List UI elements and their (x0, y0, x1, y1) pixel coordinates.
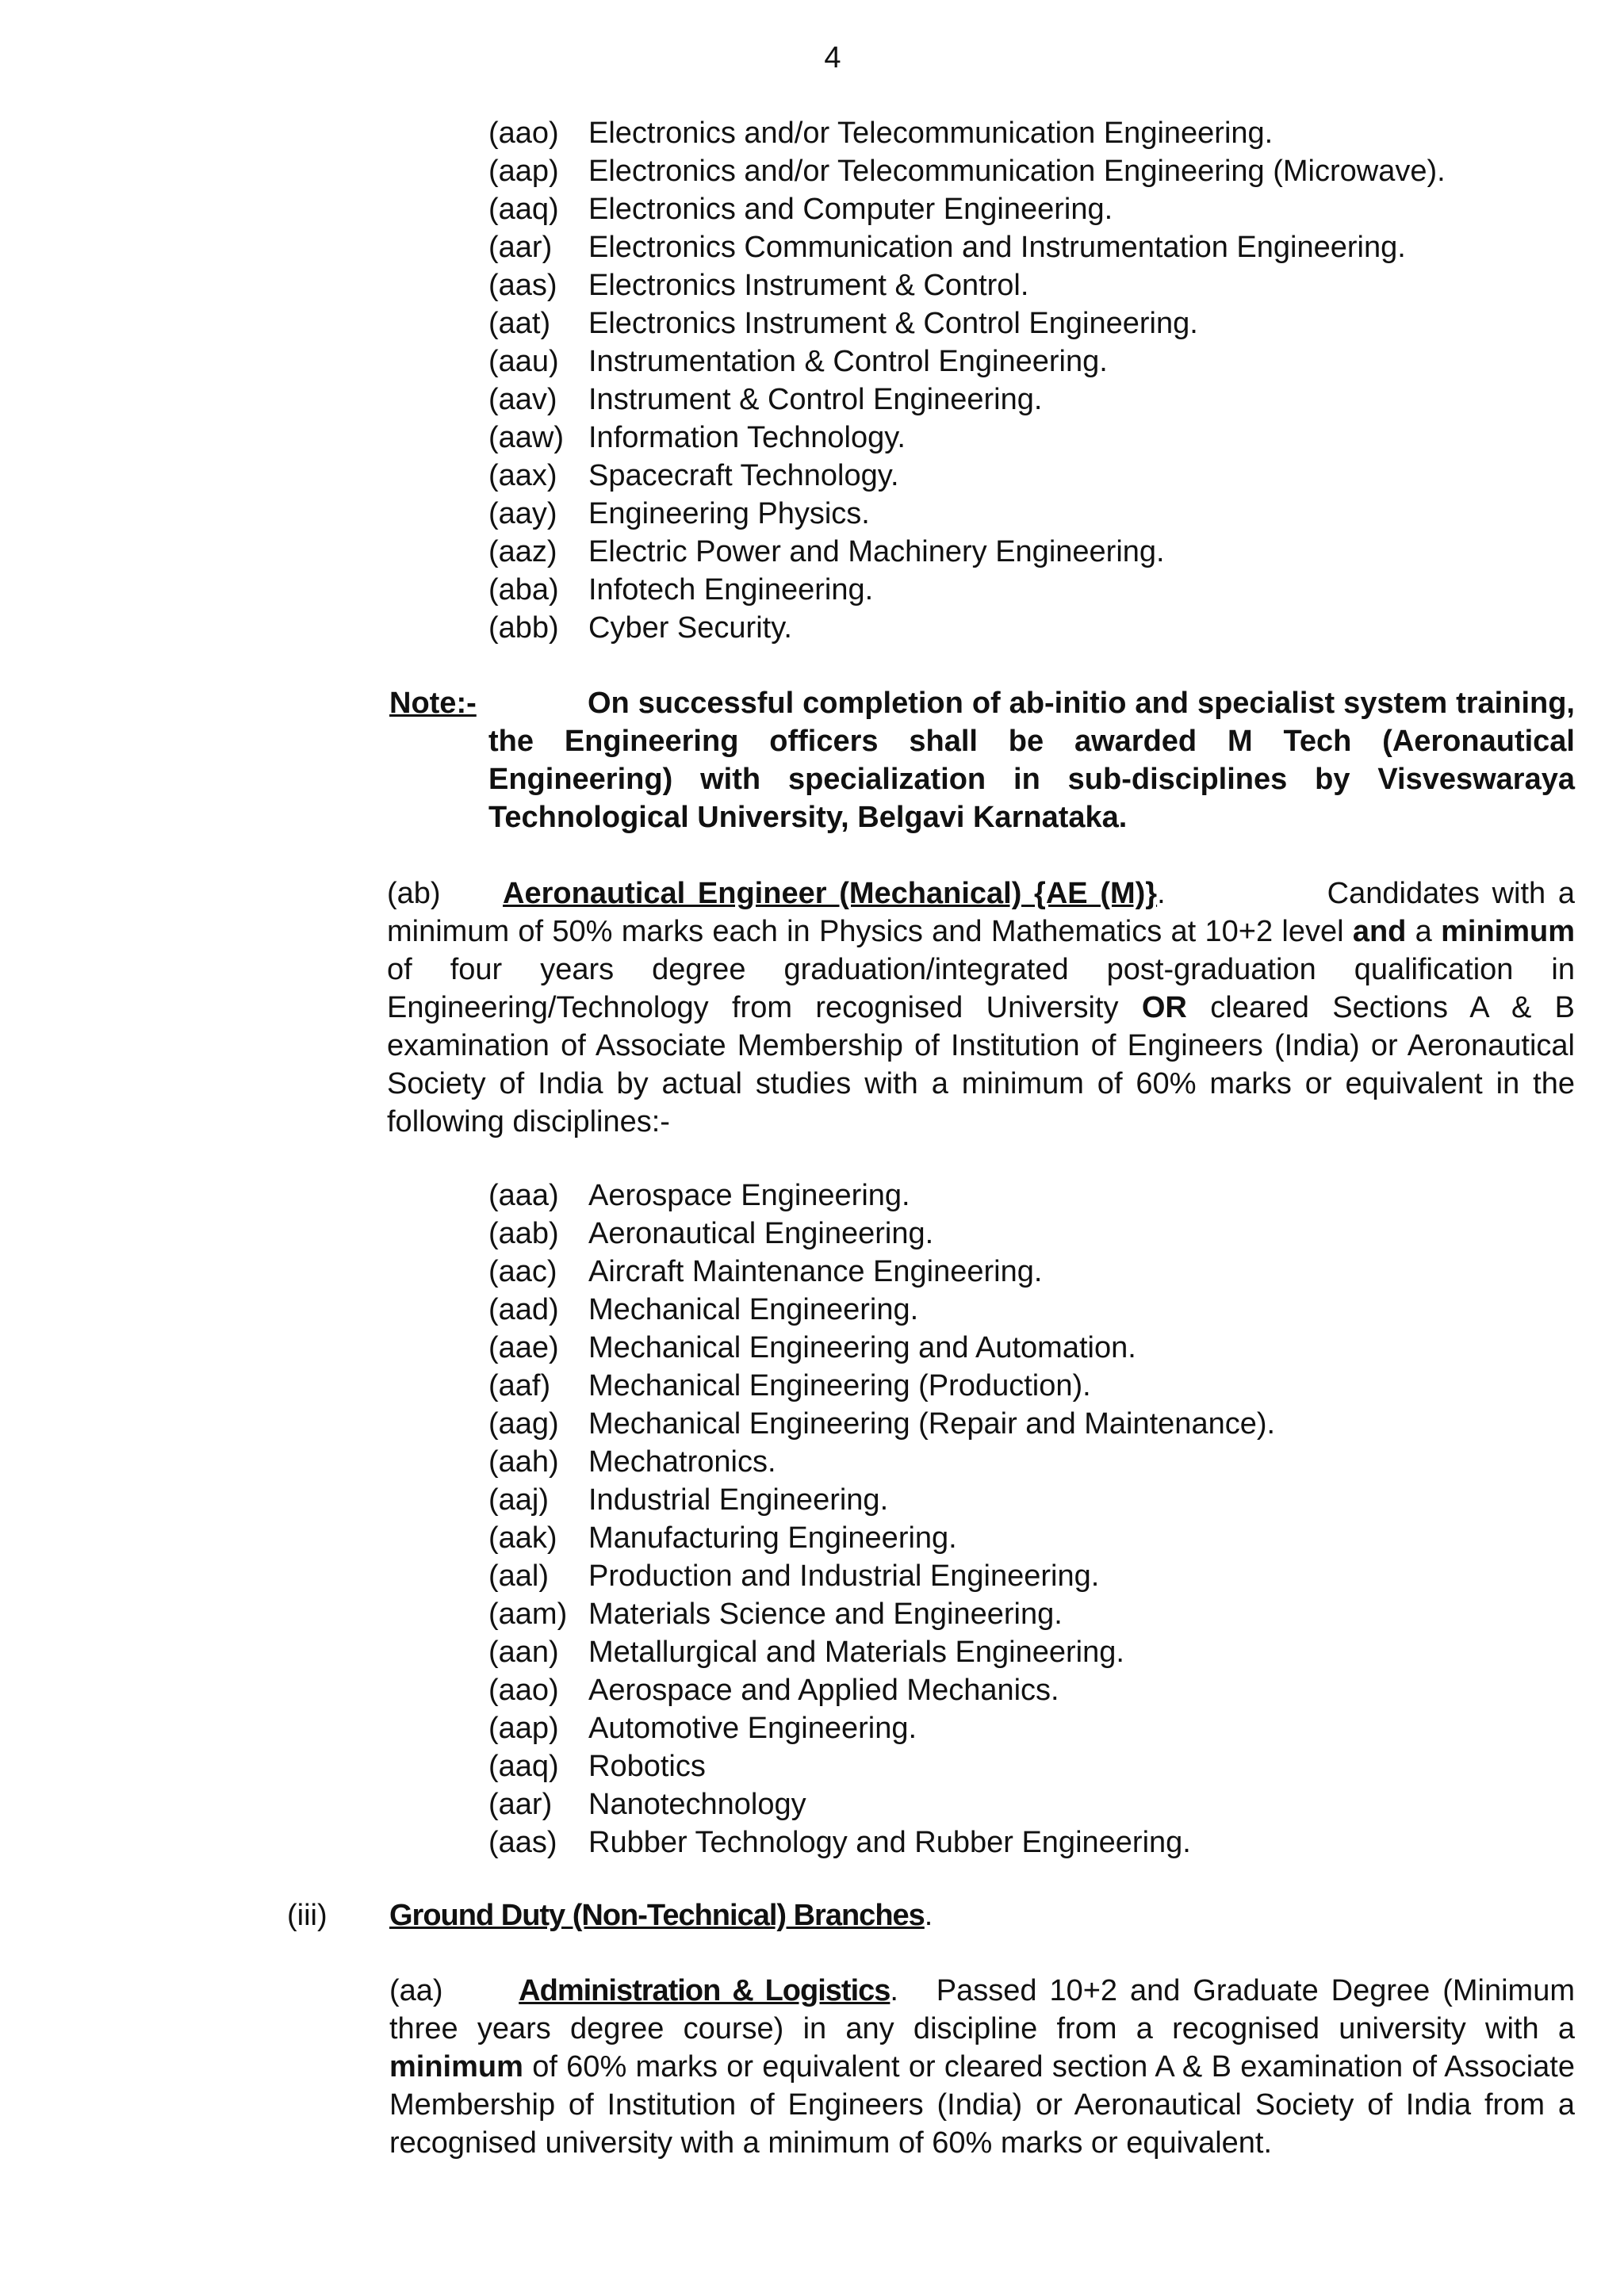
item-text: Cyber Security. (588, 611, 792, 645)
item-label: (aan) (488, 1636, 559, 1669)
item-text: Electric Power and Machinery Engineering. (588, 535, 1165, 568)
item-text: Aircraft Maintenance Engineering. (588, 1255, 1043, 1288)
item-text: Electronics Communication and Instrumentation Engineering. (588, 231, 1406, 264)
section-iii-label: (iii) (287, 1899, 327, 1932)
item-text: Electronics Instrument & Control. (588, 269, 1029, 302)
list-item (488, 228, 1446, 266)
item-label: (aaq) (488, 193, 559, 226)
list-item (488, 190, 1446, 228)
item-text: Manufacturing Engineering. (588, 1521, 957, 1555)
list-item (488, 304, 1446, 342)
list-item (488, 571, 1446, 609)
item-label: (aba) (488, 573, 559, 607)
item-label: (aaj) (488, 1483, 550, 1517)
list-item (488, 533, 1446, 571)
item-label: (aaf) (488, 1369, 551, 1402)
item-label: (aao) (488, 1674, 559, 1707)
list-item (488, 457, 1446, 495)
list-item (488, 1253, 1275, 1291)
item-text: Information Technology. (588, 421, 906, 454)
list-item (488, 1519, 1275, 1557)
section-title: Aeronautical Engineer (Mechanical) {AE (M)} (503, 877, 1158, 910)
item-label: (aad) (488, 1293, 559, 1326)
list-item (488, 152, 1446, 190)
item-text: Electronics and/or Telecommunication Engineering. (588, 117, 1274, 150)
item-text: Nanotechnology (588, 1788, 806, 1821)
list-item (488, 266, 1446, 304)
section-ab-paragraph: (ab) Aeronautical Engineer (Mechanical) {AE (M)}. Candidates with a minimum of 50% marks each in Physics and Mathematics at 10+2 level and a minimum of four years degree graduation/integrated post-graduation qualification in Engineering/Technology from recognised University OR cleared Sections A & B examination of Associate Membership of Institution of Engineers (India) or Aeronautical Society of India by actual studies with a minimum of 60% marks or equivalent in the following disciplines:- (387, 877, 1576, 1138)
item-label: (abb) (488, 611, 559, 645)
item-text: Instrumentation & Control Engineering. (588, 345, 1108, 378)
list-item (488, 1405, 1275, 1443)
list-item (488, 609, 1446, 647)
item-label: (aak) (488, 1521, 557, 1555)
list-item (488, 1633, 1275, 1671)
item-text: Spacecraft Technology. (588, 459, 899, 492)
item-label: (aaq) (488, 1750, 559, 1783)
list-item (488, 1595, 1275, 1633)
section-title: Ground Duty (Non-Technical) Branches (389, 1899, 925, 1932)
list-item (488, 381, 1446, 419)
item-label: (aam) (488, 1598, 568, 1631)
list-item (488, 1823, 1275, 1862)
bold-text: minimum (389, 2050, 523, 2084)
mechanical-discipline-list (488, 1177, 1275, 1862)
item-label: (aav) (488, 383, 557, 416)
item-text: Electronics and/or Telecommunication Engineering (Microwave). (588, 155, 1446, 188)
section-text: Passed 10+2 and Graduate Degree (Minimum three years degree course) in any discipline from a recognised university with a (389, 1974, 1575, 2045)
bold-text: minimum (1441, 915, 1575, 948)
list-item (488, 495, 1446, 533)
note-heading: Note:- (389, 687, 477, 720)
list-item (488, 1481, 1275, 1519)
item-label: (aab) (488, 1217, 559, 1250)
section-text: a (1415, 915, 1432, 948)
item-label: (aar) (488, 1788, 553, 1821)
item-label: (aag) (488, 1407, 559, 1441)
note-text: On successful completion of ab-initio and specialist system training, the Engineering officers shall be awarded M Tech (Aeronautical Engineering) with specialization in sub-disciplines by Visveswaraya Technological University, Belgavi Karnataka. (488, 687, 1575, 834)
item-text: Mechatronics. (588, 1445, 776, 1479)
list-item (488, 1291, 1275, 1329)
item-text: Production and Industrial Engineering. (588, 1559, 1100, 1593)
item-label: (aay) (488, 497, 557, 530)
item-text: Materials Science and Engineering. (588, 1598, 1063, 1631)
list-item (488, 1215, 1275, 1253)
item-label: (aar) (488, 231, 553, 264)
bold-text: OR (1141, 991, 1187, 1024)
item-text: Mechanical Engineering. (588, 1293, 919, 1326)
item-text: Mechanical Engineering (Production). (588, 1369, 1091, 1402)
section-aa-paragraph: (aa) Administration & Logistics. Passed 10+2 and Graduate Degree (Minimum three years degree course) in any discipline from a recognised university with a minimum of 60% marks or equivalent or cleared section A & B examination of Associate Membership of Institution of Engineers (India) or Aeronautical Society of India from a recognised university with a minimum of 60% marks or equivalent. (389, 1974, 1575, 2160)
list-item (488, 1443, 1275, 1481)
item-label: (aaw) (488, 421, 565, 454)
list-item (488, 1747, 1275, 1785)
page-number: 4 (824, 41, 841, 75)
list-item (488, 1709, 1275, 1747)
section-title-suffix: . (924, 1899, 933, 1932)
item-text: Instrument & Control Engineering. (588, 383, 1043, 416)
section-title: Administration & Logistics (519, 1974, 891, 2007)
section-text: of four years degree graduation/integrated post-graduation qualification in Engineering/Technology from recognised University (387, 953, 1575, 1024)
list-item (488, 1671, 1275, 1709)
section-text: of 60% marks or equivalent or cleared section A & B examination of Associate Membership of Institution of Engineers (India) or Aeronautical Society of India from a recognised university with a minimum of 60% marks or equivalent. (389, 2050, 1575, 2160)
item-text: Electronics Instrument & Control Engineering. (588, 307, 1198, 340)
item-label: (aal) (488, 1559, 550, 1593)
item-label: (aae) (488, 1331, 559, 1364)
section-label: (aa) (389, 1974, 443, 2007)
item-text: Metallurgical and Materials Engineering. (588, 1636, 1124, 1669)
section-text: cleared Sections A & B examination of Associate Membership of Institution of Engineers (India) or Aeronautical Society of India by actual studies with a minimum of 60% marks or equivalent in the following disciplines:- (387, 991, 1576, 1138)
item-label: (aao) (488, 117, 559, 150)
list-item (488, 114, 1446, 152)
list-item (488, 1367, 1275, 1405)
item-text: Robotics (588, 1750, 706, 1783)
item-label: (aap) (488, 155, 559, 188)
item-label: (aah) (488, 1445, 559, 1479)
item-label: (aax) (488, 459, 557, 492)
item-text: Mechanical Engineering and Automation. (588, 1331, 1136, 1364)
item-text: Rubber Technology and Rubber Engineering. (588, 1826, 1191, 1859)
item-label: (aas) (488, 269, 557, 302)
item-text: Infotech Engineering. (588, 573, 874, 607)
item-text: Aerospace Engineering. (588, 1179, 910, 1212)
section-label: (ab) (387, 877, 441, 910)
item-label: (aau) (488, 345, 559, 378)
item-label: (aaz) (488, 535, 557, 568)
list-item (488, 342, 1446, 381)
section-iii-heading (389, 1896, 932, 1934)
item-label: (aas) (488, 1826, 557, 1859)
list-item (488, 419, 1446, 457)
list-item (488, 1329, 1275, 1367)
list-item (488, 1785, 1275, 1823)
item-label: (aap) (488, 1712, 559, 1745)
list-item (488, 1177, 1275, 1215)
list-item (488, 1557, 1275, 1595)
item-label: (aat) (488, 307, 551, 340)
item-label: (aac) (488, 1255, 557, 1288)
item-label: (aaa) (488, 1179, 559, 1212)
item-text: Automotive Engineering. (588, 1712, 917, 1745)
item-text: Engineering Physics. (588, 497, 870, 530)
item-text: Electronics and Computer Engineering. (588, 193, 1113, 226)
item-text: Aerospace and Applied Mechanics. (588, 1674, 1059, 1707)
item-text: Industrial Engineering. (588, 1483, 889, 1517)
electronics-discipline-list (488, 114, 1446, 647)
bold-text: and (1352, 915, 1407, 948)
item-text: Aeronautical Engineering. (588, 1217, 934, 1250)
section-text: Candidates with a minimum of 50% marks each in Physics and Mathematics at 10+2 level (387, 877, 1575, 948)
item-text: Mechanical Engineering (Repair and Maintenance). (588, 1407, 1276, 1441)
